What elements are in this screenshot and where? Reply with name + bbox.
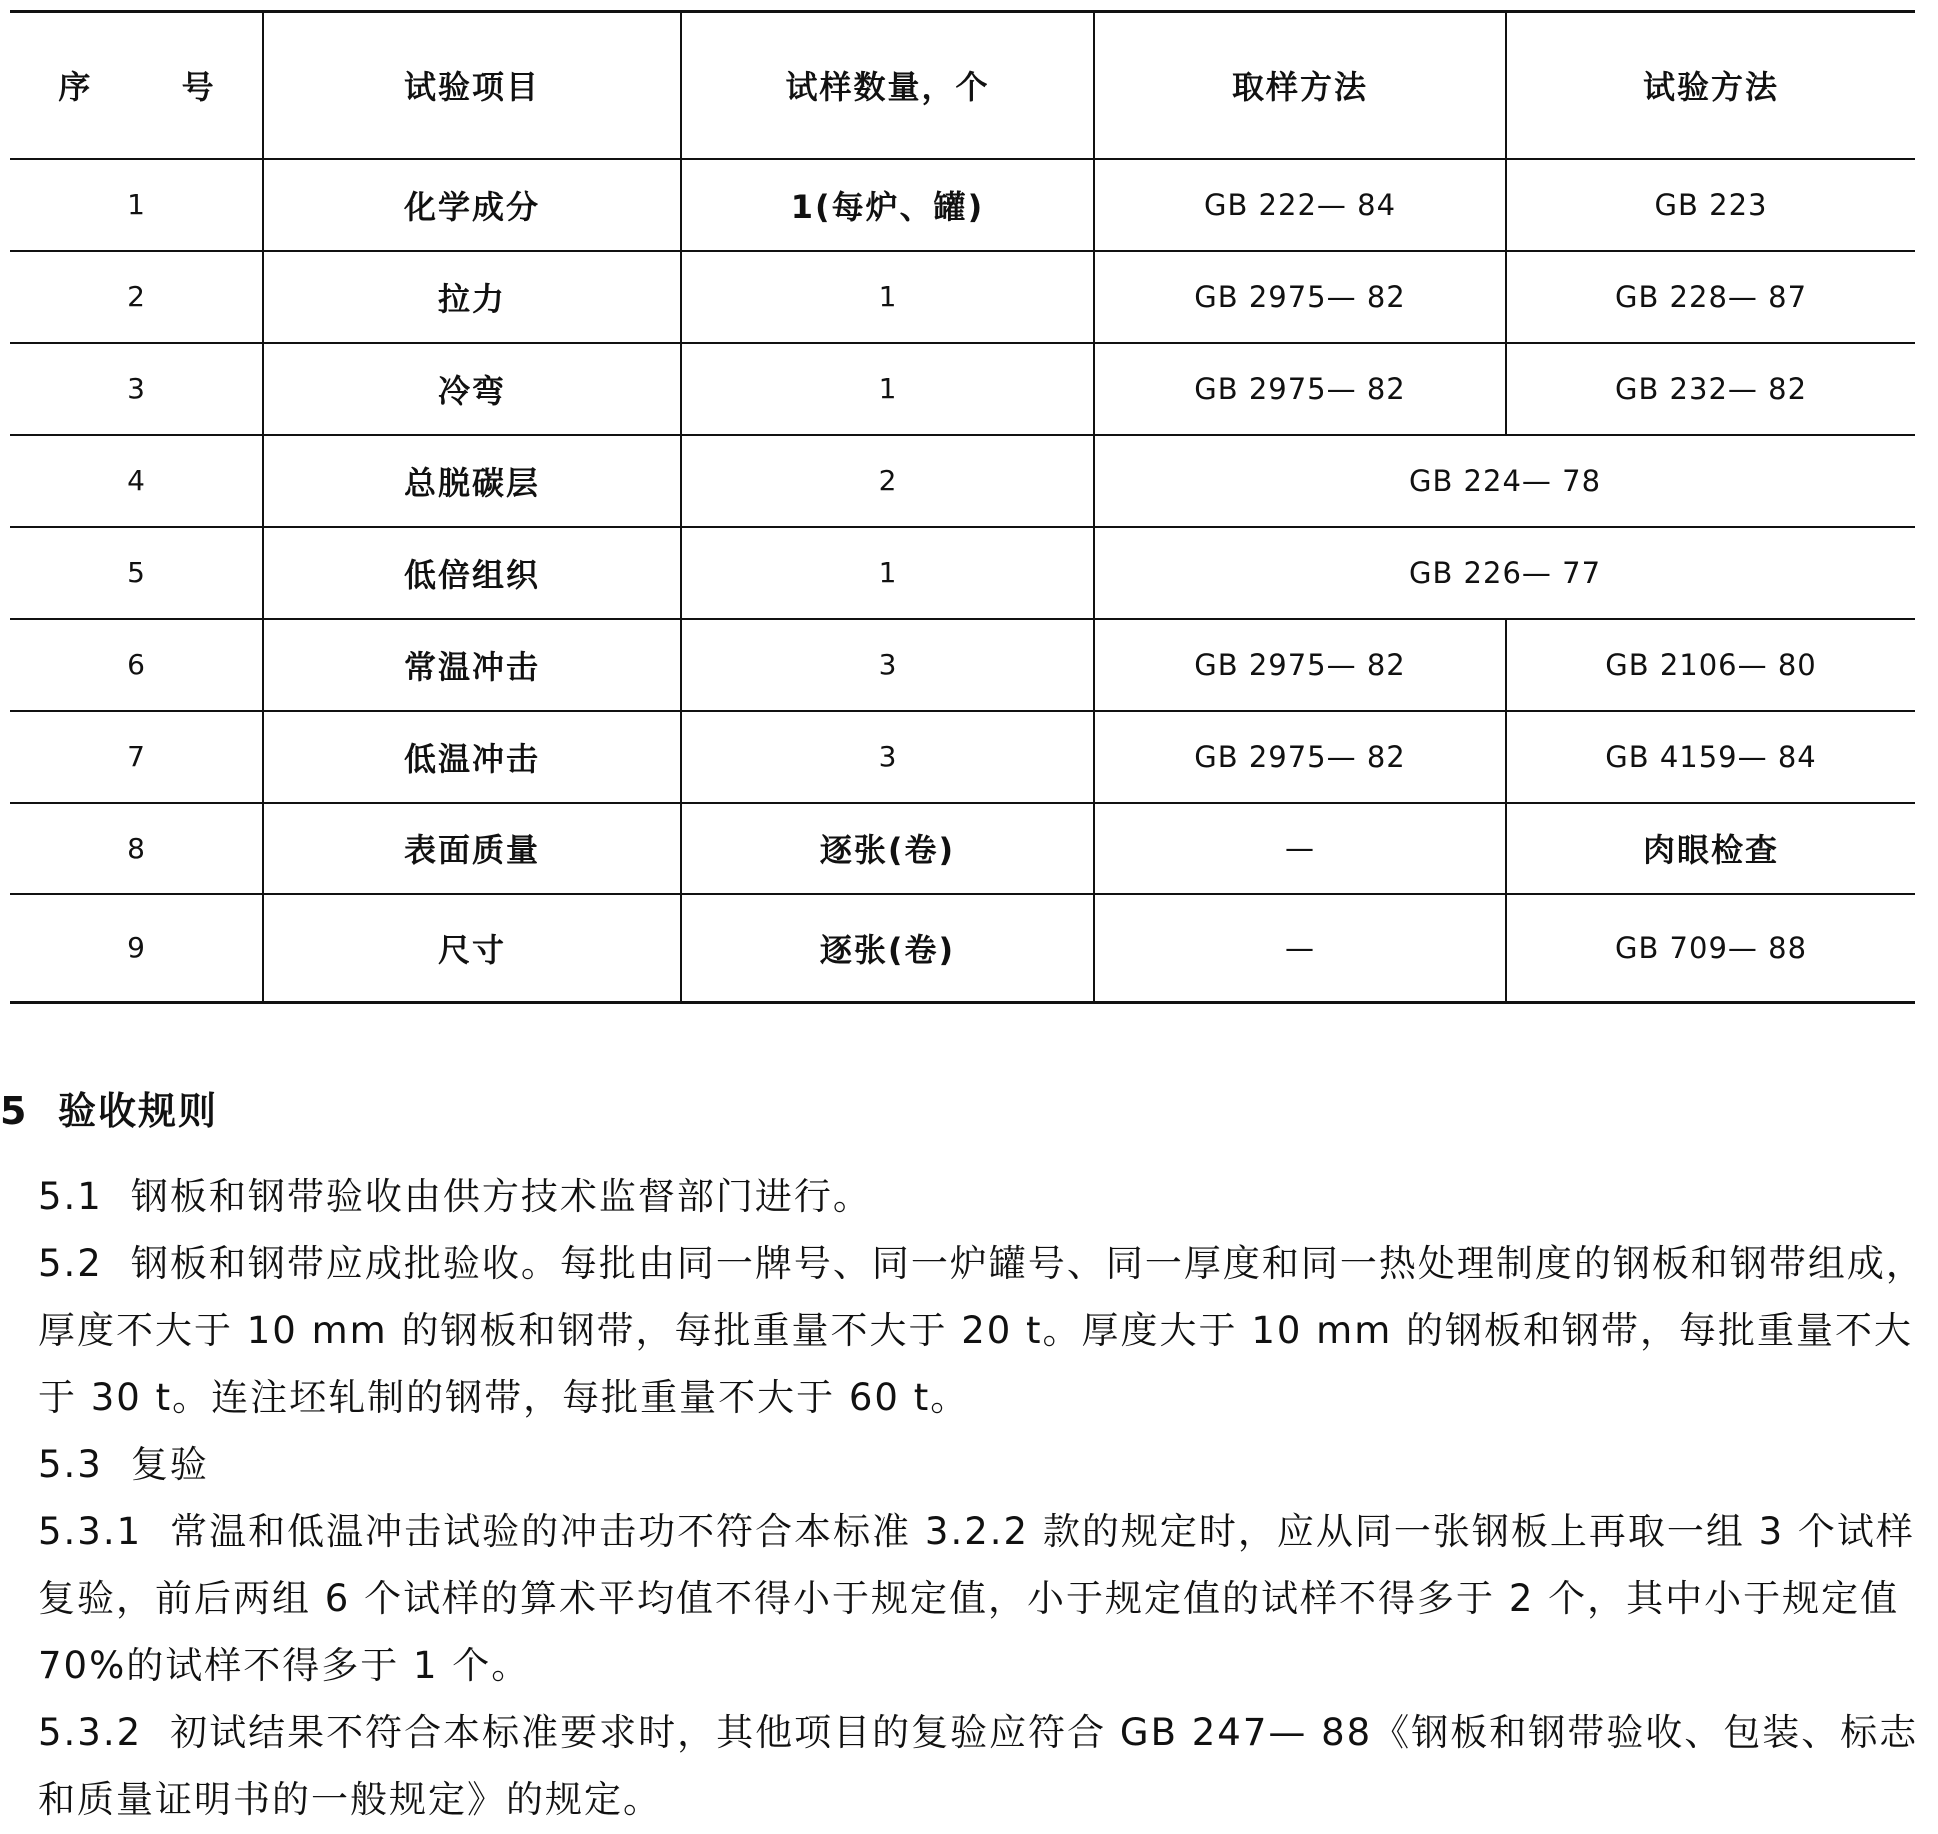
cell-sampling: — [1094,803,1506,894]
table-row [10,619,1915,711]
cell-qty: 逐张(卷) [681,894,1094,1003]
cell-item: 低倍组织 [263,527,681,619]
cell-item: 冷弯 [263,343,681,435]
cell-method: 肉眼检查 [1506,803,1915,894]
cell-qty: 2 [681,435,1094,527]
test-items-table [10,10,1915,1004]
section-number: 5 [0,1089,29,1133]
cell-no: 6 [10,619,263,711]
table-row [10,527,1915,619]
cell-sampling: GB 222— 84 [1094,159,1506,251]
cell-item: 常温冲击 [263,619,681,711]
cell-no: 8 [10,803,263,894]
cell-no: 9 [10,894,263,1003]
cell-item: 总脱碳层 [263,435,681,527]
cell-sampling: GB 2975— 82 [1094,251,1506,343]
cell-no: 1 [10,159,263,251]
clause-text: 复验 [130,1443,209,1486]
cell-sampling: GB 2975— 82 [1094,343,1506,435]
table-row [10,711,1915,803]
clause-number: 5.3 [38,1443,103,1486]
cell-merged-method: GB 226— 77 [1094,527,1915,619]
cell-qty: 1 [681,343,1094,435]
section-heading [0,1078,1938,1145]
cell-qty: 3 [681,619,1094,711]
cell-method: GB 709— 88 [1506,894,1915,1003]
cell-qty: 3 [681,711,1094,803]
clause-5-2 [0,1230,1938,1431]
clause-5-3-1 [0,1498,1938,1699]
header-test-method: 试验方法 [1506,12,1915,159]
table-row [10,343,1915,435]
cell-qty: 逐张(卷) [681,803,1094,894]
cell-sampling: — [1094,894,1506,1003]
table-header-row [10,12,1915,159]
cell-no: 4 [10,435,263,527]
header-test-item: 试验项目 [263,12,681,159]
cell-sampling: GB 2975— 82 [1094,711,1506,803]
cell-method: GB 232— 82 [1506,343,1915,435]
acceptance-rules-section [0,1050,1938,1833]
clause-text: 常温和低温冲击试验的冲击功不符合本标准 3.2.2 款的规定时，应从同一张钢板上再取一组 3 个试样复验，前后两组 6 个试样的算术平均值不得小于规定值，小于规定值的试样不得多于 2 个，其中小于规定值 70%的试样不得多于 1 个。 [38,1510,1915,1687]
clause-5-1 [0,1163,1938,1230]
cell-item: 尺寸 [263,894,681,1003]
clause-text: 钢板和钢带应成批验收。每批由同一牌号、同一炉罐号、同一厚度和同一热处理制度的钢板和钢带组成，厚度不大于 10 mm 的钢板和钢带，每批重量不大于 20 t。厚度大于 10 mm 的钢板和钢带，每批重量不大于 30 t。连注坯轧制的钢带，每批重量不大于 60 t。 [38,1242,1925,1419]
table-row [10,251,1915,343]
section-title: 验收规则 [58,1089,219,1133]
cell-no: 2 [10,251,263,343]
cell-item: 表面质量 [263,803,681,894]
table-row [10,803,1915,894]
table-row [10,435,1915,527]
cell-item: 化学成分 [263,159,681,251]
cell-merged-method: GB 224— 78 [1094,435,1915,527]
cell-qty: 1(每炉、罐) [681,159,1094,251]
cell-method: GB 223 [1506,159,1915,251]
cell-method: GB 4159— 84 [1506,711,1915,803]
table-row [10,894,1915,1003]
cell-method: GB 228— 87 [1506,251,1915,343]
header-sample-qty: 试样数量，个 [681,12,1094,159]
cell-method: GB 2106— 80 [1506,619,1915,711]
header-seq: 序 号 [58,68,254,107]
cell-sampling: GB 2975— 82 [1094,619,1506,711]
cell-item: 拉力 [263,251,681,343]
clause-number: 5.3.2 [38,1711,143,1754]
clause-number: 5.1 [38,1175,103,1218]
clause-number: 5.2 [38,1242,103,1285]
clause-text: 钢板和钢带验收由供方技术监督部门进行。 [130,1175,872,1218]
clause-number: 5.3.1 [38,1510,143,1553]
cell-no: 7 [10,711,263,803]
table-row [10,159,1915,251]
cell-no: 3 [10,343,263,435]
clause-5-3 [0,1431,1938,1498]
cell-item: 低温冲击 [263,711,681,803]
clause-5-3-2 [0,1699,1938,1833]
cell-qty: 1 [681,251,1094,343]
cell-qty: 1 [681,527,1094,619]
cell-no: 5 [10,527,263,619]
clause-text: 初试结果不符合本标准要求时，其他项目的复验应符合 GB 247— 88《钢板和钢带验收、包装、标志和质量证明书的一般规定》的规定。 [38,1711,1919,1821]
header-sampling-method: 取样方法 [1094,12,1506,159]
